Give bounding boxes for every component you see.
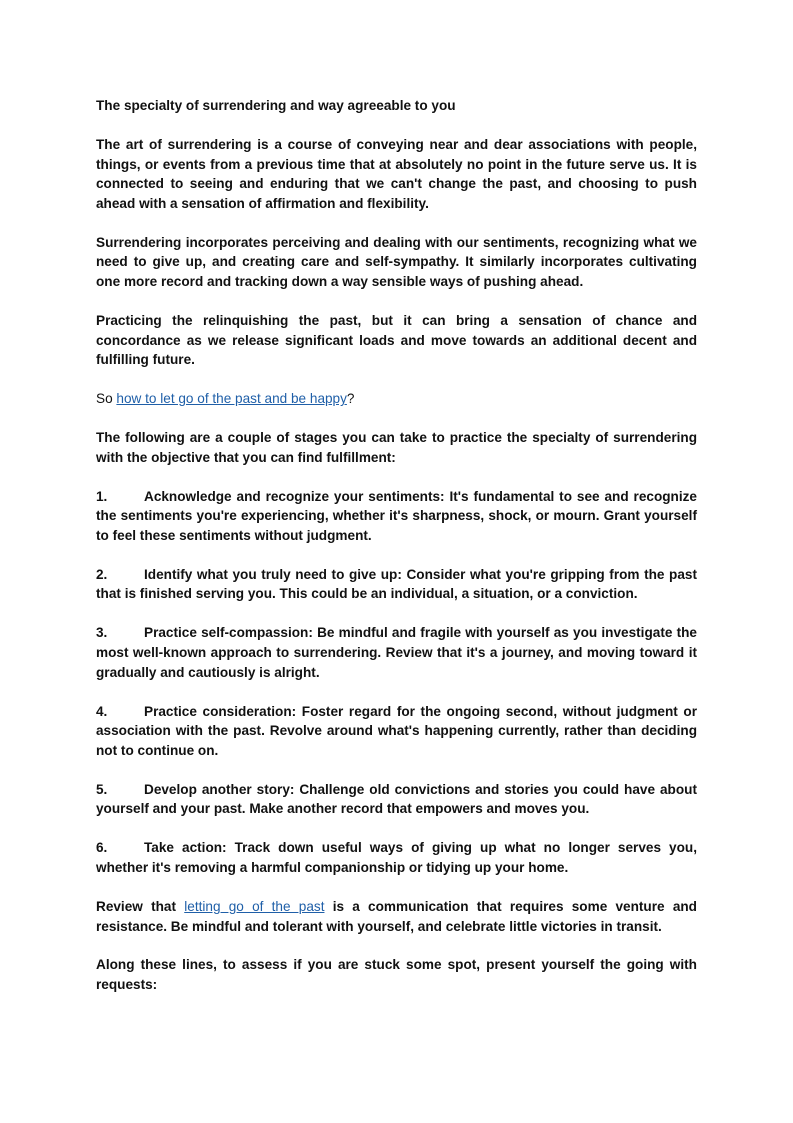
- happy-link[interactable]: how to let go of the past and be happy: [116, 391, 347, 407]
- document-page: [96, 96, 697, 1014]
- step-item-5: [96, 780, 697, 819]
- step-item-2: [96, 565, 697, 604]
- step-text: Practice self-compassion: Be mindful and fragile with yourself as you investigate the most well-known approach to surrendering. Review that it's a journey, and moving toward it gradually and cautiously is alright.: [96, 625, 697, 680]
- question-suffix: ?: [346, 391, 355, 407]
- step-text: Acknowledge and recognize your sentiments: It's fundamental to see and recognize the sentiments you're experiencing, whether it's sharpness, shock, or mourn. Grant yourself to feel these sentiments without judgment.: [96, 488, 697, 543]
- review-paragraph: [96, 897, 697, 936]
- step-number: 1.: [96, 488, 108, 504]
- step-item-4: [96, 702, 697, 761]
- intro-paragraph-2: Surrendering incorporates perceiving and dealing with our sentiments, recognizing what we need to give up, and creating care and self-sympathy. It similarly incorporates cultivating one more record and tracking down a way sensible ways of pushing ahead.: [96, 234, 697, 289]
- step-text: Identify what you truly need to give up: Consider what you're gripping from the past that is finished serving you. This could be an individual, a situation, or a conviction.: [96, 566, 697, 602]
- intro-paragraph-3: Practicing the relinquishing the past, but it can bring a sensation of chance and concordance as we release significant loads and move towards an additional decent and fulfilling future.: [96, 312, 697, 368]
- step-number: 3.: [96, 625, 108, 641]
- step-text: Practice consideration: Foster regard for the ongoing second, without judgment or association with the past. Revolve around what's happening currently, rather than deciding not to continue on.: [96, 703, 697, 758]
- step-item-3: [96, 623, 697, 682]
- stages-intro-paragraph: The following are a couple of stages you can take to practice the specialty of surrendering with the objective that you can find fulfillment:: [96, 430, 697, 465]
- step-text: Take action: Track down useful ways of giving up what no longer serves you, whether it's removing a harmful companionship or tidying up your home.: [96, 840, 697, 875]
- question-prefix: So: [96, 391, 117, 407]
- step-number: 5.: [96, 781, 108, 797]
- step-item-6: [96, 838, 697, 877]
- closing-paragraph: Along these lines, to assess if you are stuck some spot, present yourself the going with requests:: [96, 957, 697, 993]
- step-number: 6.: [96, 840, 108, 856]
- step-number: 4.: [96, 703, 108, 719]
- letting-go-link[interactable]: letting go of the past: [184, 898, 325, 914]
- step-text: Develop another story: Challenge old convictions and stories you could have about yourself and your past. Make another record that empowers and moves you.: [96, 781, 697, 817]
- document-title: The specialty of surrendering and way agreeable to you: [96, 98, 456, 113]
- review-prefix: Review that: [96, 898, 185, 914]
- intro-paragraph-1: The art of surrendering is a course of conveying near and dear associations with people, things, or events from a previous time that at absolutely no point in the future serve us. It is connected to seeing and enduring that we can't change the past, and choosing to push ahead with a sensation of affirmation and flexibility.: [96, 136, 697, 211]
- question-paragraph: [96, 389, 697, 409]
- review-suffix: is a communication that requires some venture and resistance. Be mindful and tolerant with yourself, and celebrate little victories in transit.: [96, 898, 697, 934]
- step-number: 2.: [96, 566, 108, 582]
- step-item-1: [96, 487, 697, 546]
